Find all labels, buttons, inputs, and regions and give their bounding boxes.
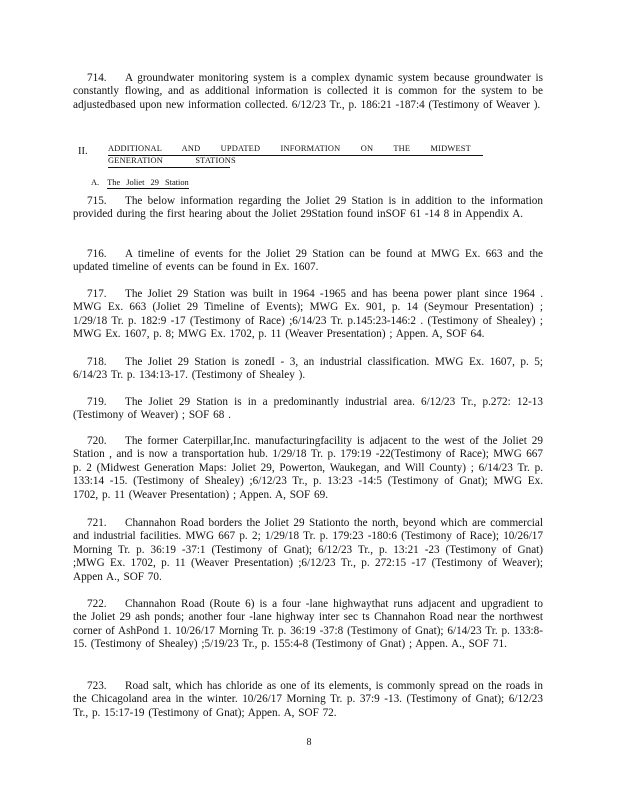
paragraph-number: 721. bbox=[87, 517, 107, 529]
paragraph-text: The below information regarding the Joliet 29 Station is in addition to the information provided during the first hearing about the Joliet 29Station found inSOF 61 -14 8 in Appendix A. bbox=[73, 195, 543, 221]
paragraph-719 bbox=[73, 396, 543, 423]
paragraph-718 bbox=[73, 356, 543, 383]
section-title-line-1: ADDITIONAL AND UPDATED INFORMATION ON THE MIDWEST bbox=[108, 144, 483, 156]
paragraph-723 bbox=[73, 680, 543, 720]
paragraph-text: The Joliet 29 Station is zonedI - 3, an industrial classification. MWG Ex. 1607, p. 5; 6/14/23 Tr. p. 134:13-17. (Testimony of Shealey ). bbox=[73, 356, 543, 382]
subsection-label: A. bbox=[91, 178, 100, 187]
paragraph-720 bbox=[73, 435, 543, 502]
paragraph-number: 720. bbox=[87, 435, 107, 447]
page-number: 8 bbox=[306, 737, 312, 748]
paragraph-number: 719. bbox=[87, 396, 107, 408]
paragraph-number: 714. bbox=[87, 72, 107, 84]
paragraph-number: 722. bbox=[87, 598, 107, 610]
paragraph-text: A timeline of events for the Joliet 29 Station can be found at MWG Ex. 663 and the updated timeline of events can be found in Ex. 1607. bbox=[73, 248, 543, 274]
paragraph-716 bbox=[73, 248, 543, 275]
paragraph-text: The former Caterpillar,Inc. manufacturingfacility is adjacent to the west of the Joliet 29 Station , and is now a transportation hub. 1/29/18 Tr. p. 179:19 -22(Testimony of Race); MWG 667 p. 2 (Midwest Generation Maps: Joliet 29, Powerton, Waukegan, and Will County) ; 6/14/23 Tr. p. 133:14 -15. (Testimony of Shealey) ;6/12/23 Tr., p. 13:23 -14:5 (Testimony of Gnat); MWG Ex. 1702, p. 11 (Weaver Presentation) ; Appen. A, SOF 69. bbox=[73, 435, 543, 501]
paragraph-text: The Joliet 29 Station was built in 1964 -1965 and has beena power plant since 1964 . MWG Ex. 663 (Joliet 29 Timeline of Events); MWG Ex. 901, p. 14 (Seymour Presentation) ; 1/29/18 Tr. p. 182:9 -17 (Testimony of Race) ;6/14/23 Tr. p.145:23-146:2 . (Testimony of Shealey) ; MWG Ex. 1607, p. 8; MWG Ex. 1702, p. 11 (Weaver Presentation) ; Appen. A, SOF 64. bbox=[73, 288, 543, 341]
paragraph-722 bbox=[73, 598, 543, 652]
section-number: II. bbox=[78, 146, 88, 157]
subsection-heading bbox=[91, 176, 189, 189]
paragraph-text: Channahon Road (Route 6) is a four -lane highwaythat runs adjacent and upgradient to the Joliet 29 ash ponds; another four -lane highway inter sec ts Channahon Road near the northwest corner of AshPond 1. 10/26/17 Morning Tr. p. 36:19 -37:8 (Testimony of Gnat); 6/14/23 Tr. p. 133:8-15. (Testimony of Shealey) ;5/19/23 Tr., p. 155:4-8 (Testimony of Gnat) ; Appen. A., SOF 71. bbox=[73, 598, 543, 651]
paragraph-text: Channahon Road borders the Joliet 29 Stationto the north, beyond which are commercial and industrial facilities. MWG 667 p. 2; 1/29/18 Tr. p. 179:23 -180:6 (Testimony of Race); 10/26/17 Morning Tr. p. 36:19 -37:1 (Testimony of Gnat); 6/12/23 Tr., p. 13:21 -23 (Testimony of Gnat) ;MWG Ex. 1702, p. 11 (Weaver Presentation) ;6/12/23 Tr., p. 272:15 -17 (Testimony of Weaver); Appen A., SOF 70. bbox=[73, 517, 543, 583]
paragraph-text: Road salt, which has chloride as one of its elements, is commonly spread on the roads in the Chicagoland area in the winter. 10/26/17 Morning Tr. p. 37:9 -13. (Testimony of Gnat); 6/12/23 Tr., p. 15:17-19 (Testimony of Gnat); Appen. A, SOF 72. bbox=[73, 680, 543, 719]
paragraph-text: The Joliet 29 Station is in a predominantly industrial area. 6/12/23 Tr., p.272: 12-13 (Testimony of Weaver) ; SOF 68 . bbox=[73, 396, 543, 422]
paragraph-715 bbox=[73, 195, 543, 222]
subsection-title: The Joliet 29 Station bbox=[107, 178, 189, 187]
paragraph-number: 718. bbox=[87, 356, 107, 368]
paragraph-number: 715. bbox=[87, 195, 107, 207]
paragraph-721 bbox=[73, 517, 543, 584]
paragraph-number: 723. bbox=[87, 680, 107, 692]
paragraph-717 bbox=[73, 288, 543, 342]
paragraph-number: 717. bbox=[87, 288, 107, 300]
paragraph-text: A groundwater monitoring system is a complex dynamic system because groundwater is constantly flowing, and as additional information is collected it is common for the system to be adjustedbased upon new information collected. 6/12/23 Tr., p. 186:21 -187:4 (Testimony of Weaver ). bbox=[73, 72, 543, 111]
section-title-line-2: GENERATION STATIONS bbox=[108, 156, 230, 168]
paragraph-number: 716. bbox=[87, 248, 107, 260]
paragraph-714 bbox=[73, 72, 543, 112]
